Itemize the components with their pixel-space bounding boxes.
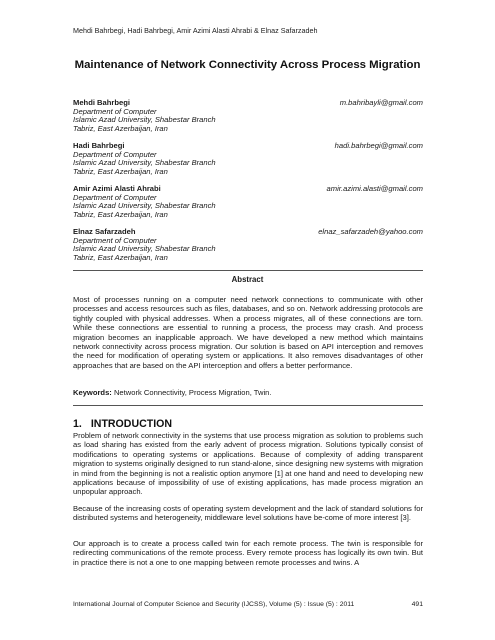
keywords-label: Keywords: [73,388,112,397]
author-affiliation-line: Tabriz, East Azerbaijan, Iran [73,123,168,133]
body-paragraph: Our approach is to create a process called twin for each remote process. The twin is responsible for redirecting communications of the remote process. Every remote process has logically its own twin. But in practice there is not a one to one mapping between remote processes and twins. A [73,539,423,567]
abstract-heading: Abstract [231,275,264,284]
author-name: Elnaz Safarzadeh [73,227,136,236]
author-affiliation-line: Islamic Azad University, Shabestar Branch [73,244,216,254]
author-block [73,228,423,262]
author-block [73,99,423,133]
abstract-text: Most of processes running on a computer need network connections to communicate with other processes and access resources such as files, databases, and so on. Network addressing protocols are tightly coupled with physical addresses. When a process migrates, all of these connections are torn. While these connections are essential to running a process, the process may crash. And process migration becomes an inapplicable approach. We have developed a new method which maintains network connectivity across process migration. Our solution is based on API interception and removes the need for modification of operating system or applications. It also removes disadvantages of other approaches that are based on the API interception and offers a better performance. [73,295,423,370]
author-name: Amir Azimi Alasti Ahrabi [73,184,161,193]
paper-title: Maintenance of Network Connectivity Across Process Migration [74,59,421,71]
page-footer [73,601,423,608]
author-block [73,185,423,219]
author-affiliation-line: Islamic Azad University, Shabestar Branch [73,158,216,168]
author-name: Mehdi Bahrbegi [73,98,130,107]
author-email[interactable]: hadi.bahrbegi@gmail.com [334,141,423,150]
author-affiliation-line: Tabriz, East Azerbaijan, Iran [73,252,168,262]
divider-rule [73,405,423,406]
section-title: INTRODUCTION [90,418,173,430]
section-number: 1. [73,418,82,430]
author-email[interactable]: amir.azimi.alasti@gmail.com [326,184,423,193]
keywords-text: Network Connectivity, Process Migration, Twin. [113,388,272,397]
author-email[interactable]: elnaz_safarzadeh@yahoo.com [318,227,423,236]
keywords-line [73,388,272,397]
page-number: 491 [411,601,423,608]
author-email[interactable]: m.bahribayli@gmail.com [339,98,423,107]
divider-rule [73,270,423,271]
author-block [73,142,423,176]
footer-journal: International Journal of Computer Science and Security (IJCSS), Volume (5) : Issue (5) : 2011 [73,601,355,608]
author-affiliation-line: Tabriz, East Azerbaijan, Iran [73,209,168,219]
author-affiliation-line: Department of Computer [73,149,157,159]
running-head: Mehdi Bahrbegi, Hadi Bahrbegi, Amir Azimi Alasti Ahrabi & Elnaz Safarzadeh [73,26,318,35]
author-affiliation-line: Islamic Azad University, Shabestar Branch [73,115,216,125]
author-affiliation-line: Department of Computer [73,106,157,116]
author-affiliation-line: Department of Computer [73,235,157,245]
author-affiliation-line: Tabriz, East Azerbaijan, Iran [73,166,168,176]
body-paragraph: Because of the increasing costs of operating system development and the lack of standard solutions for distributed systems and heterogeneity, middleware level solutions have be-come of more interest [3]. [73,504,423,523]
section-heading [73,418,172,430]
author-name: Hadi Bahrbegi [73,141,125,150]
body-paragraph: Problem of network connectivity in the systems that use process migration as solution to problems such as load sharing has existed from the early advent of process migration. Solutions typically consist of modifications to operating systems or applications. Because of complexity of adding transparent migration to systems originally designed to run stand-alone, since designing new systems with migration in mind from the beginning is not a realistic option anymore [1] at one hand and need to developing new applications because of impossibility of use of existing applications, has made process migration an unpopular approach. [73,431,423,497]
author-affiliation-line: Department of Computer [73,192,157,202]
author-affiliation-line: Islamic Azad University, Shabestar Branch [73,201,216,211]
